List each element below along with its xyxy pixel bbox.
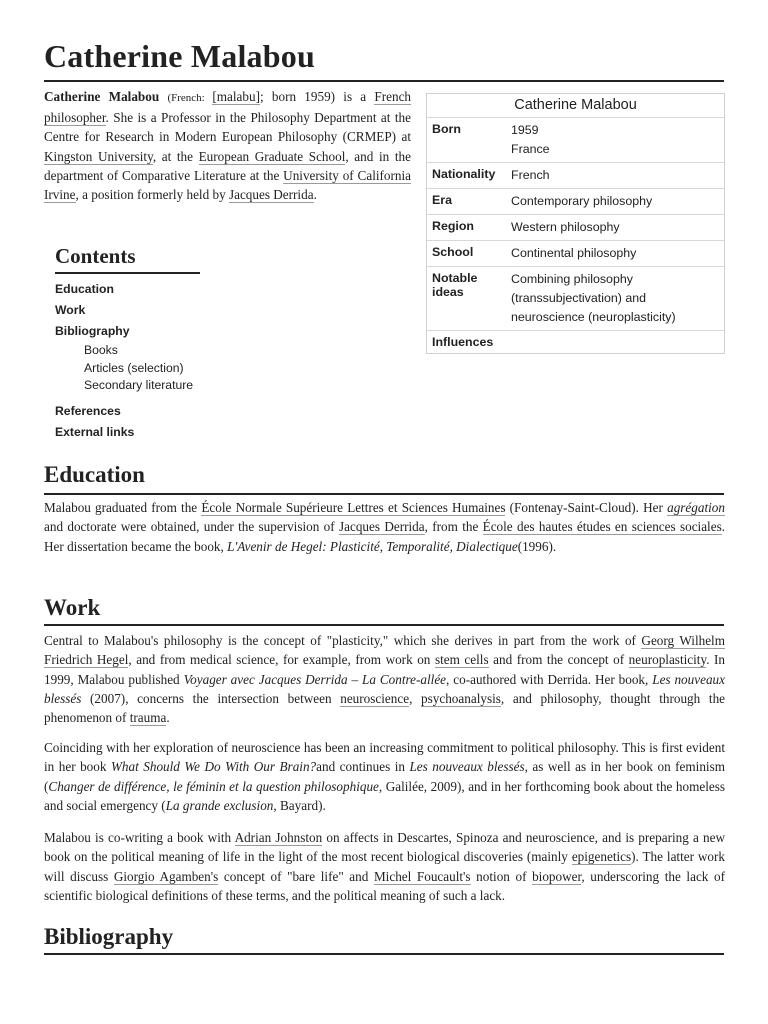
para-text: ). The latter work will discuss <box>44 849 725 884</box>
link-psychoanalysis[interactable]: psychoanalysis <box>421 690 501 706</box>
book-title: L'Avenir de Hegel: Plasticité, Temporalité, Dialectique <box>227 538 518 554</box>
work-paragraph-1 <box>44 631 725 727</box>
infobox <box>426 93 725 354</box>
heading-underline <box>44 953 724 955</box>
heading-underline <box>44 493 724 495</box>
book-title: Les nouveaux blessés <box>409 759 525 775</box>
infobox-label: Era <box>432 193 452 207</box>
infobox-value: French <box>511 168 550 182</box>
para-text: , and from medical science, for example, from work on <box>128 652 435 668</box>
infobox-label: School <box>432 245 474 259</box>
toc-item-articles[interactable]: Articles (selection) <box>84 360 184 375</box>
link-hegel[interactable]: Georg Wilhelm Friedrich Hegel <box>44 633 725 668</box>
lede-text: , and in the department of Comparative Literature at the <box>44 148 411 183</box>
toc-title: Contents <box>55 244 136 268</box>
link-ehess[interactable]: École des hautes études en sciences sociales <box>482 519 722 535</box>
para-text: Central to Malabou's philosophy is the concept of "plasticity," which she derives in part from the work of <box>44 633 642 648</box>
infobox-row-born <box>427 118 724 163</box>
title-underline <box>44 80 724 82</box>
infobox-row-region <box>427 215 724 241</box>
infobox-row-era <box>427 189 724 215</box>
toc-item-work[interactable]: Work <box>55 303 86 317</box>
infobox-value: Western philosophy <box>511 220 620 234</box>
infobox-label: Influences <box>432 335 494 349</box>
lede-text: , a position formerly held by <box>75 187 229 203</box>
link-neuroscience[interactable]: neuroscience <box>340 690 410 706</box>
heading-education: Education <box>44 462 145 487</box>
link-trauma[interactable]: trauma <box>129 710 167 726</box>
french-label: (French: <box>167 92 213 104</box>
link-biopower[interactable]: biopower <box>532 868 582 884</box>
para-text: concept of "bare life" and <box>218 868 374 884</box>
book-title: Changer de différence, le féminin et la question philosophique <box>48 778 379 794</box>
infobox-value: Continental philosophy <box>511 246 637 260</box>
para-text: , and philosophy, thought through the phenomenon of <box>44 690 726 726</box>
para-text: (1996). <box>517 538 557 554</box>
lede-text: ; born 1959) is a <box>260 89 375 104</box>
born-place: France <box>511 142 550 156</box>
ipa-link[interactable]: [malabu] <box>212 89 260 104</box>
para-text: , from the <box>424 519 483 535</box>
para-text: , Galilée, 2009), and in her forthcoming book about the homeless and social emergency ( <box>44 778 725 813</box>
link-ens[interactable]: École Normale Supérieure Lettres et Sciences Humaines <box>201 500 506 515</box>
infobox-value: Contemporary philosophy <box>511 194 653 208</box>
lede-text: . <box>313 187 317 203</box>
toc-underline <box>55 272 200 274</box>
lede-text: . She is a Professor in the Philosophy Department at the Centre for Research in Modern European Philosophy (CRMEP) at <box>44 110 411 145</box>
link-kingston-university[interactable]: Kingston University <box>44 148 153 164</box>
para-text: . Her dissertation became the book, <box>44 519 726 554</box>
heading-work: Work <box>44 595 101 620</box>
toc-item-secondary-literature[interactable]: Secondary literature <box>84 378 194 392</box>
para-text: and from the concept of <box>488 652 629 668</box>
para-text: on affects in Descartes, Spinoza and neuroscience, and is preparing a new book on the political meaning of life in the light of the most recent biological discoveries (mainly <box>44 830 725 865</box>
para-text: . In 1999, Malabou published <box>44 652 726 687</box>
para-text: , co-authored with Derrida. Her book, <box>446 671 653 687</box>
infobox-label: Born <box>432 122 461 136</box>
heading-underline <box>44 624 724 626</box>
para-text: , Bayard). <box>273 797 326 813</box>
link-european-graduate-school[interactable]: European Graduate School <box>198 148 346 164</box>
para-text: (Fontenay-Saint-Cloud). Her <box>505 500 668 515</box>
book-title: What Should We Do With Our Brain? <box>110 759 317 775</box>
work-paragraph-3 <box>44 828 725 905</box>
work-paragraph-2 <box>44 738 725 815</box>
infobox-row-school <box>427 241 724 267</box>
para-text: , <box>409 690 422 706</box>
infobox-value <box>507 331 724 353</box>
infobox-label: Nationality <box>432 167 496 181</box>
subject-name: Catherine Malabou <box>44 89 160 104</box>
para-text: (2007), concerns the intersection between <box>81 690 341 706</box>
toc-item-education[interactable]: Education <box>55 282 114 296</box>
para-text: notion of <box>470 868 533 884</box>
lede-text: , at the <box>152 148 199 164</box>
book-title: Voyager avec Jacques Derrida – La Contre-allée <box>183 671 447 687</box>
para-text: . <box>166 710 170 726</box>
infobox-value <box>507 118 724 162</box>
link-uc-irvine[interactable]: University of California Irvine <box>44 167 412 203</box>
education-paragraph <box>44 498 725 556</box>
link-giorgio-agamben[interactable]: Giorgio Agamben's <box>113 868 219 884</box>
link-jacques-derrida[interactable]: Jacques Derrida <box>228 187 314 203</box>
link-philosopher[interactable]: philosopher <box>44 110 106 126</box>
link-agregation[interactable] <box>667 500 725 516</box>
link-jacques-derrida[interactable]: Jacques Derrida <box>338 519 425 535</box>
link-text: agrégation <box>667 500 725 515</box>
page-title: Catherine Malabou <box>44 38 315 74</box>
toc-item-external-links[interactable]: External links <box>55 424 135 439</box>
toc-item-bibliography[interactable]: Bibliography <box>55 324 130 338</box>
infobox-value: Combining philosophy (transsubjectivation) and neuroscience (neuroplasticity) <box>511 272 676 324</box>
table-of-contents <box>55 244 355 443</box>
infobox-row-influences <box>427 331 724 353</box>
book-title: Les nouveaux blessés <box>44 671 725 706</box>
para-text: , underscoring the lack of scientific biological definitions of these terms, and the political meaning of such a lack. <box>44 868 725 903</box>
heading-bibliography: Bibliography <box>44 924 174 949</box>
book-title: La grande exclusion <box>165 797 274 813</box>
para-text: , as well as in her book on feminism ( <box>44 759 725 794</box>
link-french[interactable]: French <box>374 89 412 104</box>
infobox-label: Notable ideas <box>432 271 478 299</box>
para-text: Malabou graduated from the <box>44 500 202 515</box>
link-stem-cells[interactable]: stem cells <box>434 652 489 668</box>
infobox-title: Catherine Malabou <box>427 94 724 118</box>
para-text: Malabou is co-writing a book with <box>44 830 235 845</box>
toc-item-books[interactable]: Books <box>84 343 118 357</box>
lede-paragraph <box>44 87 411 204</box>
toc-item-references[interactable]: References <box>55 403 121 418</box>
para-text: Coinciding with her exploration of neuroscience has been an increasing commitment to political philosophy. This is first evident in her book <box>44 740 725 775</box>
infobox-label: Region <box>432 219 474 233</box>
link-epigenetics[interactable]: epigenetics <box>571 849 632 865</box>
para-text: and doctorate were obtained, under the supervision of <box>44 519 339 535</box>
para-text: and continues in <box>316 759 410 775</box>
link-adrian-johnston[interactable]: Adrian Johnston <box>234 830 323 845</box>
infobox-row-notable-ideas <box>427 267 724 331</box>
infobox-row-nationality <box>427 163 724 189</box>
link-neuroplasticity[interactable]: neuroplasticity <box>628 652 707 668</box>
born-year: 1959 <box>511 123 539 137</box>
link-michel-foucault[interactable]: Michel Foucault's <box>373 868 471 884</box>
